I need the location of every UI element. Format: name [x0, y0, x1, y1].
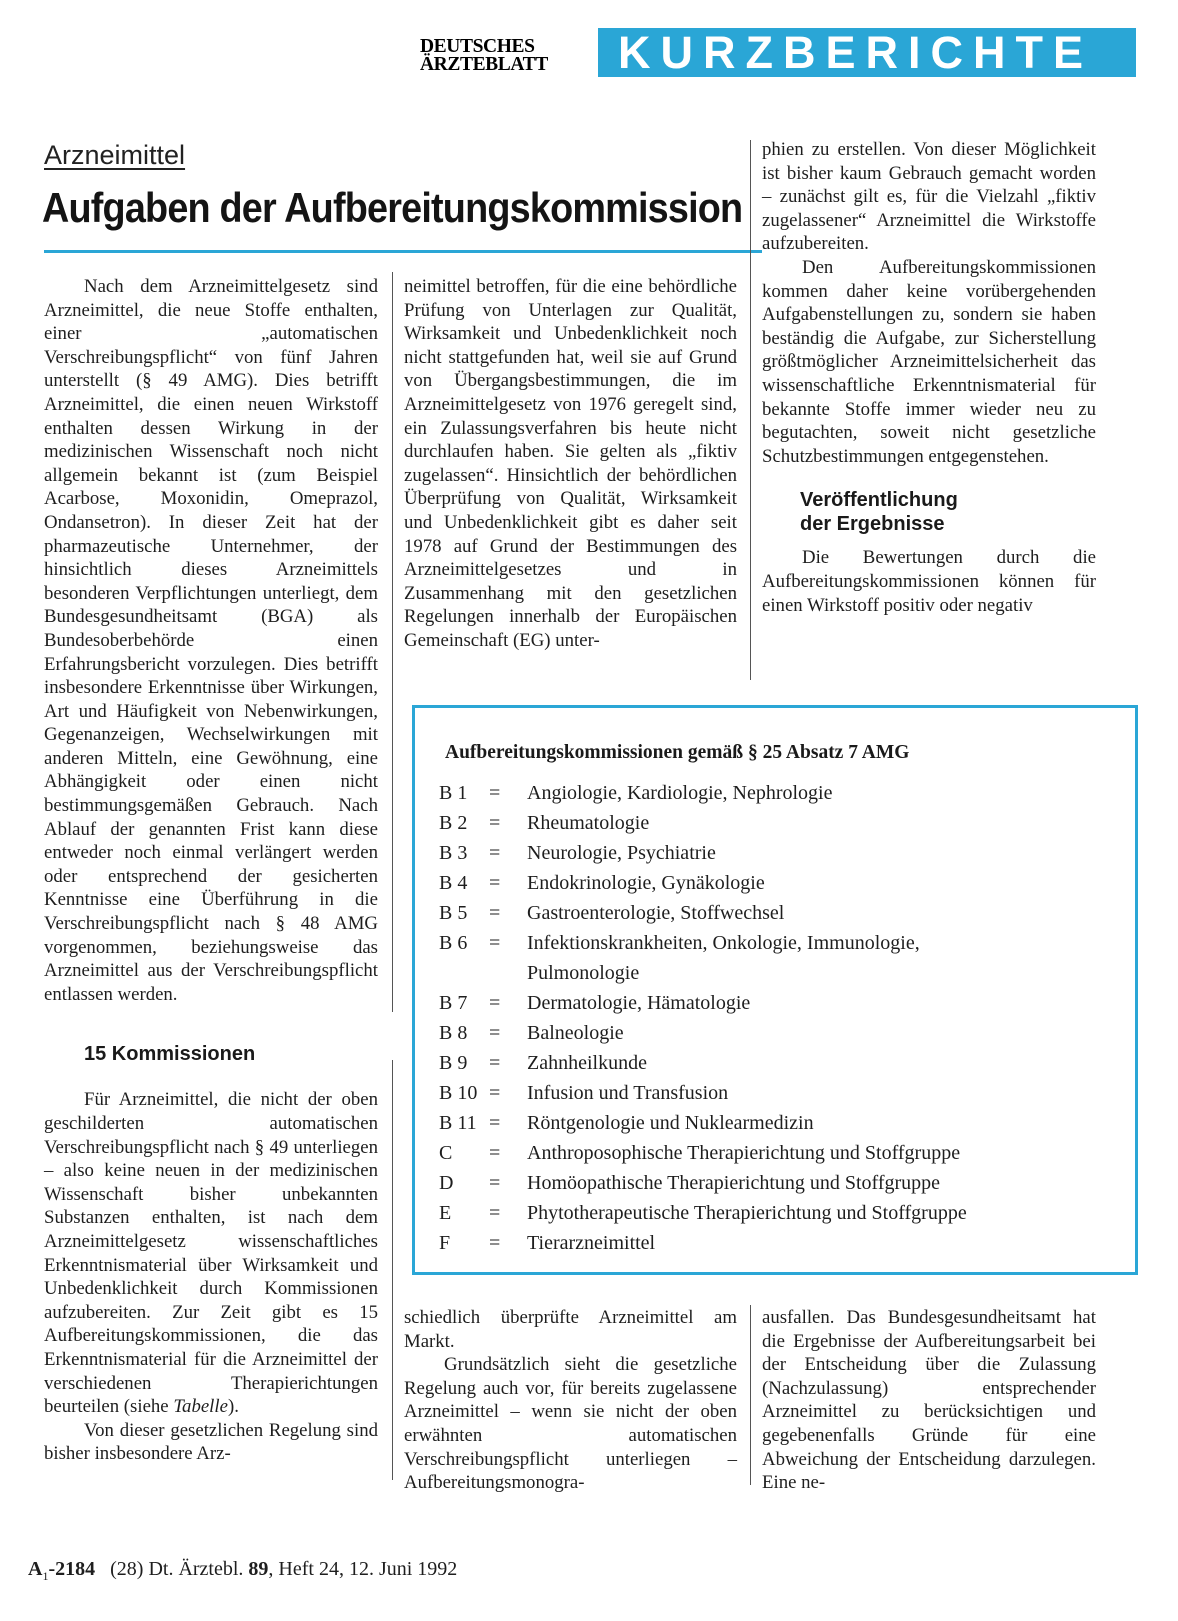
column-rule-1: [392, 272, 393, 1012]
table-row: [439, 1168, 1119, 1198]
col3-subhead-line-2: der Ergebnisse: [800, 513, 945, 536]
col2-bottom-paragraph-1: schiedlich überprüfte Arzneimittel am Markt.: [404, 1307, 737, 1352]
table-row-code: B 4: [439, 872, 468, 894]
table-row-code: [439, 958, 489, 988]
table-row: [439, 958, 1119, 988]
col3-paragraph-3: Die Bewertungen durch die Aufbereitungskommissionen können für einen Wirkstoff positiv oder negativ: [762, 547, 1096, 616]
table-row-equals: =: [489, 1022, 501, 1044]
table-row-text: Pulmonologie: [527, 962, 640, 984]
table-row: [439, 988, 1119, 1018]
table-row-text: Phytotherapeutische Therapierichtung und Stoffgruppe: [527, 1202, 967, 1224]
table-row-text: Neurologie, Psychiatrie: [527, 842, 716, 864]
table-row-code: B 6: [439, 932, 468, 954]
table-row: [439, 838, 1119, 868]
table-row-text: Balneologie: [527, 1022, 624, 1044]
masthead-line-2: ÄRZTEBLATT: [420, 54, 548, 76]
table-row-text: Infektionskrankheiten, Onkologie, Immunologie,: [527, 932, 920, 954]
table-row-equals: =: [489, 902, 501, 924]
table-row-equals: =: [489, 1142, 501, 1164]
footer-page-number: -2184: [48, 1558, 96, 1580]
table-row-equals: =: [489, 842, 501, 864]
col3-paragraph-2: Den Aufbereitungskommissionen kommen daher keine vorübergehenden Aufgabenstellungen zu, sondern sie haben beständig die Aufgabe, zur Sicherstellung größtmöglicher Arzneimittelsicherheit das wissenschaftliche Erkenntnismaterial für bekannte Stoffe immer wieder neu zu begutachten, soweit nicht gesetzliche Schutzbestimmungen entgegenstehen.: [762, 256, 1096, 467]
table-row-text: Rheumatologie: [527, 812, 650, 834]
table-row-equals: =: [489, 1202, 501, 1224]
table-row-text: Infusion und Transfusion: [527, 1082, 729, 1104]
table-row-code: B 9: [439, 1052, 468, 1074]
column-1: [44, 275, 378, 1466]
col1-subhead: 15 Kommissionen: [84, 1043, 256, 1066]
table-row: [439, 778, 1119, 808]
table-row-equals: =: [489, 992, 501, 1014]
table-reference: Tabelle: [173, 1396, 228, 1418]
table-row-equals: =: [489, 782, 501, 804]
col1-paragraph-2: [44, 1088, 378, 1418]
col1-paragraph-3: Von dieser gesetzlichen Regelung sind bisher insbesondere Arz-: [44, 1419, 378, 1465]
col3-bottom-paragraph-1: ausfallen. Das Bundesgesundheitsamt hat die Ergebnisse der Aufbereitungsarbeit bei der Entscheidung über die Zulassung (Nachzulassung) entsprechender Arzneimittel zu berücksichtigen und gegebenenfalls Gründe für eine Abweichung der Entscheidung darzulegen. Eine ne-: [762, 1307, 1096, 1494]
table-row: [439, 898, 1119, 928]
col1-paragraph-2-a: Für Arzneimittel, die nicht der oben geschilderten automatischen Verschreibungspflicht nach § 49 unterliegen – also keine neuen in der medizinischen Wissenschaft bisher unbekannten Substanzen enthalten, ist nach dem Arzneimittelgesetz wissenschaftliches Erkenntnismaterial über Wirksamkeit und Unbedenklichkeit durch Kommissionen aufzubereiten. Zur Zeit gibt es 15 Aufbereitungskommissionen, die das Erkenntnismaterial für die Arzneimittel der verschiedenen Therapierichtungen beurteilen (siehe: [44, 1089, 378, 1418]
table-row: [439, 808, 1119, 838]
table-row: [439, 1078, 1119, 1108]
table-row-code: B 10: [439, 1082, 478, 1104]
table-row-code: E: [439, 1202, 452, 1224]
column-3-bottom: [762, 1306, 1096, 1495]
table-row-code: B 1: [439, 782, 468, 804]
table-title: Aufbereitungskommissionen gemäß § 25 Absatz 7 AMG: [445, 742, 910, 763]
table-rows: [439, 778, 1119, 1258]
table-row-text: Röntgenologie und Nuklearmedizin: [527, 1112, 814, 1134]
table-row-text: Gastroenterologie, Stoffwechsel: [527, 902, 785, 924]
table-row: [439, 1048, 1119, 1078]
table-row-text: Angiologie, Kardiologie, Nephrologie: [527, 782, 833, 804]
table-row-equals: =: [489, 1232, 501, 1254]
table-row: [439, 1198, 1119, 1228]
column-2-bottom: [404, 1306, 737, 1495]
column-rule-1b: [392, 1060, 393, 1480]
table-row-text: Anthroposophische Therapierichtung und Stoffgruppe: [527, 1142, 961, 1164]
column-rule-2: [750, 140, 751, 680]
table-row-code: F: [439, 1232, 451, 1254]
masthead-logo: [420, 38, 590, 74]
masthead-line-1: DEUTSCHES: [420, 36, 535, 57]
table-row-code: B 3: [439, 842, 468, 864]
table-row: [439, 1138, 1119, 1168]
table-row-code: C: [439, 1142, 453, 1164]
article-title: Aufgaben der Aufbereitungskommission: [42, 184, 743, 231]
commission-table: [412, 705, 1138, 1275]
table-row: [439, 1228, 1119, 1258]
table-row-code: B 2: [439, 812, 468, 834]
col2-bottom-paragraph-2: Grundsätzlich sieht die gesetzliche Regelung auch vor, für bereits zugelassene Arzneimittel – wenn sie nicht der oben erwähnten automatischen Verschreibungspflicht unterliegen – Aufbereitungsmonogra-: [404, 1354, 737, 1494]
col3-paragraph-1: phien zu erstellen. Von dieser Möglichkeit ist bisher kaum Gebrauch gemacht worden – zunächst gilt es, für die Vielzahl „fiktiv zugelassener“ Arzneimittel die Wirkstoffe aufzubereiten.: [762, 139, 1096, 255]
table-row: [439, 928, 1119, 958]
footer-journal: (28) Dt. Ärztebl.: [110, 1558, 244, 1580]
table-row-text: Dermatologie, Hämatologie: [527, 992, 751, 1014]
table-row-code: D: [439, 1172, 454, 1194]
table-row-equals: =: [489, 872, 501, 894]
table-row-code: B 5: [439, 902, 468, 924]
table-row-equals: =: [489, 812, 501, 834]
col3-subhead-line-1: Veröffentlichung: [800, 489, 958, 512]
table-row-equals: [489, 958, 527, 988]
footer-page-sub: 1: [42, 1569, 49, 1583]
footer-page-letter: A: [28, 1558, 43, 1580]
table-row: [439, 868, 1119, 898]
column-2-top: [404, 275, 737, 653]
table-row-equals: =: [489, 932, 501, 954]
title-underline: [44, 250, 762, 253]
table-row-text: Tierarzneimittel: [527, 1232, 656, 1254]
col2-paragraph-1: neimittel betroffen, für die eine behördliche Prüfung von Unterlagen zur Qualität, Wirksamkeit und Unbedenklichkeit noch nicht stattgefunden hat, weil sie auf Grund von Übergangsbestimmungen, die im Arzneimittelgesetz von 1976 geregelt sind, ein Zulassungsverfahren bis heute nicht durchlaufen haben. Sie gelten als „fiktiv zugelassen“. Hinsichtlich der behördlichen Überprüfung von Qualität, Wirksamkeit und Unbedenklichkeit gibt es daher seit 1978 auf Grund der Bestimmungen des Arzneimittelgesetzes und in Zusammenhang mit den gesetzlichen Regelungen innerhalb der Europäischen Gemeinschaft (EG) unter-: [404, 276, 737, 651]
section-banner: KURZBERICHTE: [598, 28, 1136, 77]
table-row-equals: =: [489, 1052, 501, 1074]
table-row: [439, 1018, 1119, 1048]
page-footer: [28, 1558, 457, 1584]
table-row: [439, 1108, 1119, 1138]
article-kicker: Arzneimittel: [44, 140, 186, 170]
footer-volume: 89: [248, 1558, 269, 1580]
table-row-equals: =: [489, 1082, 501, 1104]
table-row-code: B 7: [439, 992, 468, 1014]
footer-issue: , Heft 24, 12. Juni 1992: [268, 1558, 458, 1580]
table-row-text: Homöopathische Therapierichtung und Stoffgruppe: [527, 1172, 941, 1194]
col1-paragraph-2-b: ).: [227, 1396, 239, 1418]
table-row-code: B 8: [439, 1022, 468, 1044]
table-row-equals: =: [489, 1172, 501, 1194]
column-3-top: [762, 138, 1096, 617]
table-row-text: Zahnheilkunde: [527, 1052, 647, 1074]
table-row-text: Endokrinologie, Gynäkologie: [527, 872, 765, 894]
table-row-equals: =: [489, 1112, 501, 1134]
column-rule-3: [750, 1305, 751, 1485]
table-row-code: B 11: [439, 1112, 477, 1134]
col3-subhead: [762, 488, 1096, 536]
col1-paragraph-1: Nach dem Arzneimittelgesetz sind Arzneimittel, die neue Stoffe enthalten, einer „automatischen Verschreibungspflicht“ von fünf Jahren unterstellt (§ 49 AMG). Dies betrifft Arzneimittel, die einen neuen Wirkstoff enthalten dessen Wirkung in der medizinischen Wissenschaft noch nicht allgemein bekannt ist (zum Beispiel Acarbose, Moxonidin, Omeprazol, Ondansetron). In dieser Zeit hat der pharmazeutische Unternehmer, der hinsichtlich dieses Arzneimittels besonderen Verpflichtungen unterliegt, dem Bundesgesundheitsamt (BGA) als Bundesoberbehörde einen Erfahrungsbericht vorzulegen. Dies betrifft insbesondere Erkenntnisse über Wirkungen, Art und Häufigkeit von Nebenwirkungen, Gegenanzeigen, Wechselwirkungen mit anderen Mitteln, eine Gewöhnung, eine Abhängigkeit oder einen nicht bestimmungsgemäßen Gebrauch. Nach Ablauf der genannten Frist kann diese entweder noch einmal verlängert werden oder entsprechend der gesicherten Kenntnisse eine Überführung in die Verschreibungspflicht nach § 48 AMG vorgenommen, beziehungsweise das Arzneimittel aus der Verschreibungspflicht entlassen werden.: [44, 276, 378, 1005]
